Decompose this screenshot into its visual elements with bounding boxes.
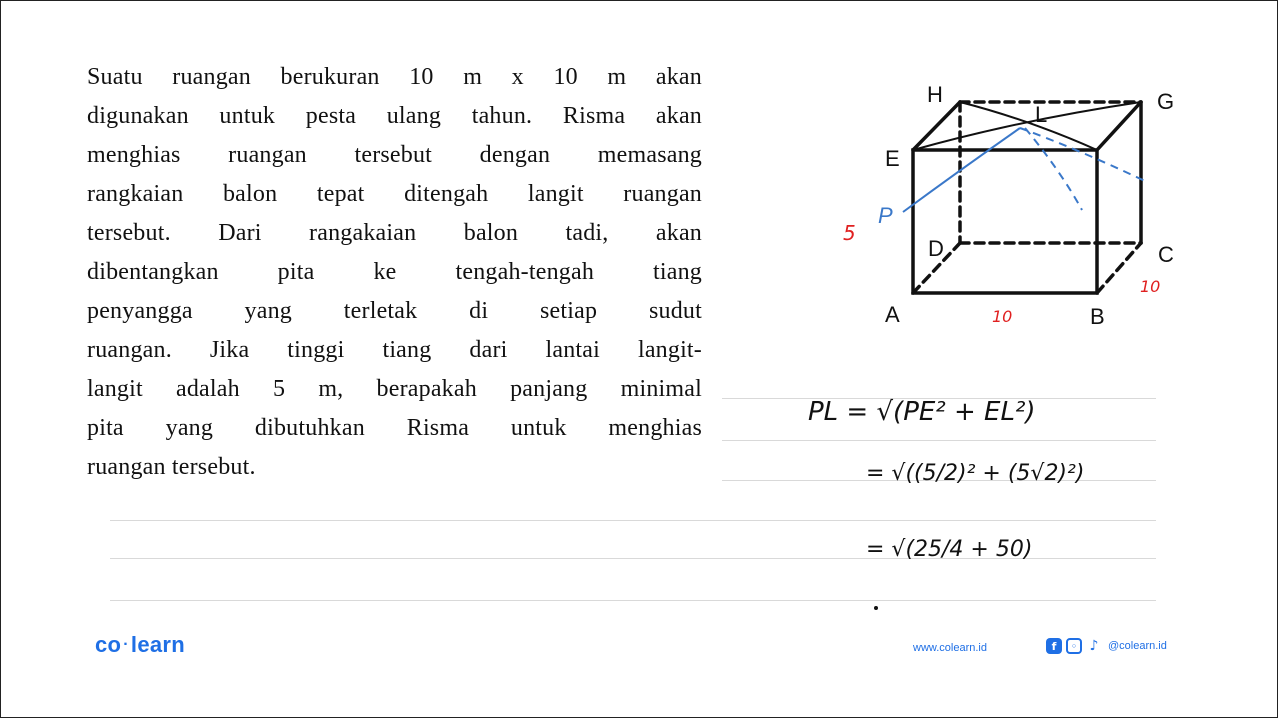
problem-line: tersebut. Dari rangakaian balon tadi, akan	[87, 220, 702, 246]
cube-front-face	[913, 150, 1097, 293]
brand-dot: ·	[123, 636, 129, 653]
bc-length-annotation: 10	[1140, 277, 1161, 296]
social-handle[interactable]: @colearn.id	[1108, 640, 1167, 652]
website-link[interactable]: www.colearn.id	[913, 642, 987, 654]
vertex-label-b: B	[1090, 304, 1105, 329]
edge-bc	[1097, 243, 1141, 293]
height-annotation: 5	[843, 221, 856, 245]
instagram-icon[interactable]: ◦	[1066, 638, 1082, 654]
vertex-label-l: L	[1035, 102, 1048, 127]
ribbon-lines	[903, 128, 1147, 212]
problem-line: Suatu ruangan berukuran 10 m x 10 m akan	[87, 64, 702, 90]
problem-line: ruangan. Jika tinggi tiang dari lantai langit-	[87, 337, 702, 363]
ribbon-l-to-g	[1020, 128, 1147, 182]
problem-line: dibentangkan pita ke tengah-tengah tiang	[87, 259, 702, 285]
ab-length-annotation: 10	[992, 307, 1013, 326]
solution-line-1: PL = √(PE² + EL²)	[808, 397, 1036, 427]
solution-line-3: = √(25/4 + 50)	[866, 537, 1033, 562]
problem-line: rangkaian balon tepat ditengah langit ruangan	[87, 181, 702, 207]
handwritten-solution	[808, 397, 1084, 562]
vertex-label-a: A	[885, 302, 900, 327]
problem-line: langit adalah 5 m, berapakah panjang minimal	[87, 376, 702, 402]
brand-right: learn	[130, 632, 186, 657]
top-diagonals	[913, 102, 1141, 150]
problem-line: menghias ruangan tersebut dengan memasang	[87, 142, 702, 168]
diagonal-eg	[913, 102, 1141, 150]
vertex-label-g: G	[1157, 89, 1175, 114]
brand-left: co	[95, 632, 122, 657]
problem-line: digunakan untuk pesta ulang tahun. Risma akan	[87, 103, 702, 129]
vertex-label-h: H	[927, 82, 943, 107]
solution-line-2: = √((5/2)² + (5√2)²)	[866, 461, 1085, 486]
pen-dot	[874, 606, 878, 610]
colearn-logo	[95, 632, 185, 658]
tiktok-icon[interactable]: ♪	[1089, 638, 1099, 654]
diagonal-hf	[960, 102, 1097, 150]
problem-line: pita yang dibutuhkan Risma untuk menghias	[87, 415, 702, 441]
facebook-icon[interactable]: f	[1046, 638, 1062, 654]
problem-line: penyangga yang terletak di setiap sudut	[87, 298, 702, 324]
social-links	[1046, 638, 1167, 654]
vertex-label-c: C	[1158, 242, 1174, 267]
edge-fg	[1097, 102, 1141, 150]
problem-line: ruangan tersebut.	[87, 454, 256, 480]
point-label-p: P	[878, 203, 893, 228]
vertex-label-d: D	[928, 236, 944, 261]
vertex-label-e: E	[885, 146, 900, 171]
